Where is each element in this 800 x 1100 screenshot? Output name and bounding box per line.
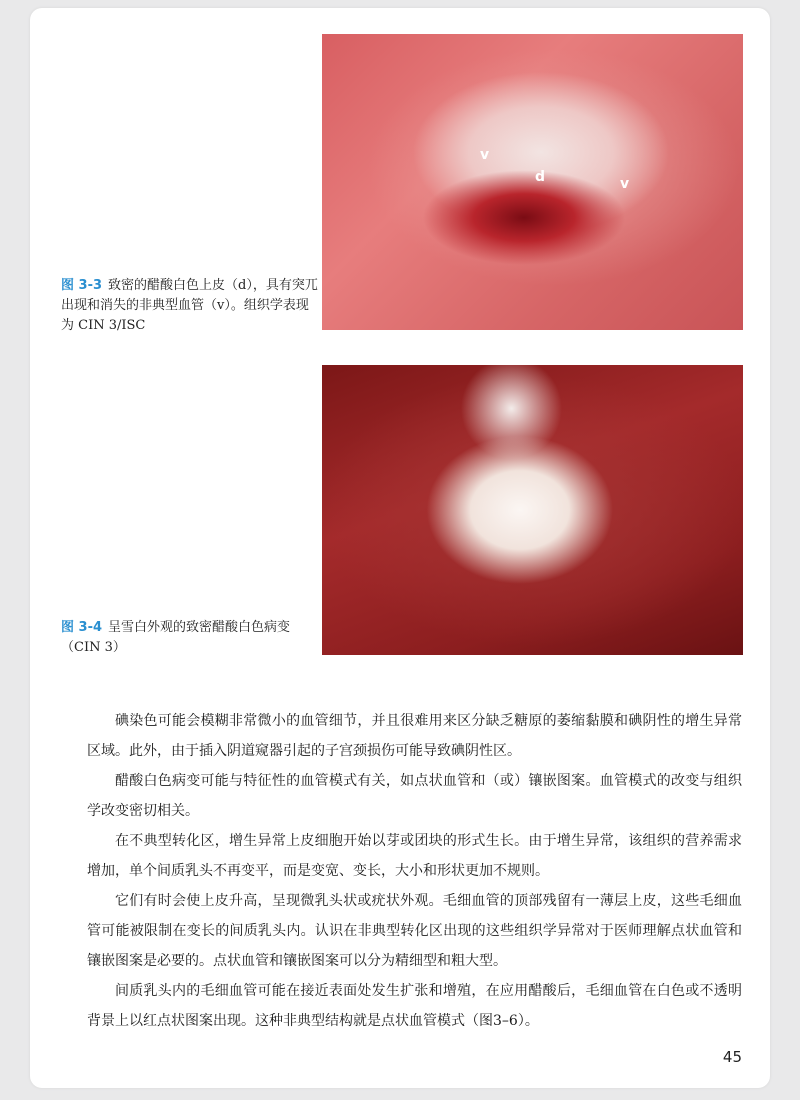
book-page bbox=[30, 8, 770, 1088]
figure-3-3-photo bbox=[322, 34, 743, 330]
paragraph: 间质乳头内的毛细血管可能在接近表面处发生扩张和增殖，在应用醋酸后，毛细血管在白色或不透明背景上以红点状图案出现。这种非典型结构就是点状血管模式（图3–6）。 bbox=[87, 983, 742, 1029]
figure-3-3-caption bbox=[61, 276, 319, 336]
caption-text: 致密的醋酸白色上皮（d），具有突兀出现和消失的非典型血管（v）。组织学表现为 CIN 3/ISC bbox=[61, 278, 318, 333]
paragraph: 碘染色可能会模糊非常微小的血管细节，并且很难用来区分缺乏糖原的萎缩黏膜和碘阴性的增生异常区域。此外，由于插入阴道窥器引起的子宫颈损伤可能导致碘阴性区。 bbox=[87, 713, 742, 759]
body-text bbox=[87, 706, 742, 1036]
vessel-mark: v bbox=[620, 176, 630, 192]
paragraph: 它们有时会使上皮升高，呈现微乳头状或疣状外观。毛细血管的顶部残留有一薄层上皮，这些毛细血管可能被限制在变长的间质乳头内。认识在非典型转化区出现的这些组织学异常对于医师理解点状血管和镶嵌图案是必要的。点状血管和镶嵌图案可以分为精细型和粗大型。 bbox=[87, 893, 742, 969]
figure-3-4-caption bbox=[61, 618, 319, 658]
figure-3-4-photo bbox=[322, 365, 743, 655]
epithelium-mark: d bbox=[535, 169, 546, 185]
figure-label: 图 3-3 bbox=[61, 278, 103, 293]
caption-text: 呈雪白外观的致密醋酸白色病变（CIN 3） bbox=[61, 620, 291, 655]
paragraph: 醋酸白色病变可能与特征性的血管模式有关，如点状血管和（或）镶嵌图案。血管模式的改变与组织学改变密切相关。 bbox=[87, 773, 742, 819]
vessel-mark: v bbox=[480, 147, 490, 163]
paragraph: 在不典型转化区，增生异常上皮细胞开始以芽或团块的形式生长。由于增生异常，该组织的营养需求增加，单个间质乳头不再变平，而是变宽、变长，大小和形状更加不规则。 bbox=[87, 833, 742, 879]
figure-label: 图 3-4 bbox=[61, 620, 103, 635]
page-number: 45 bbox=[722, 1048, 742, 1066]
